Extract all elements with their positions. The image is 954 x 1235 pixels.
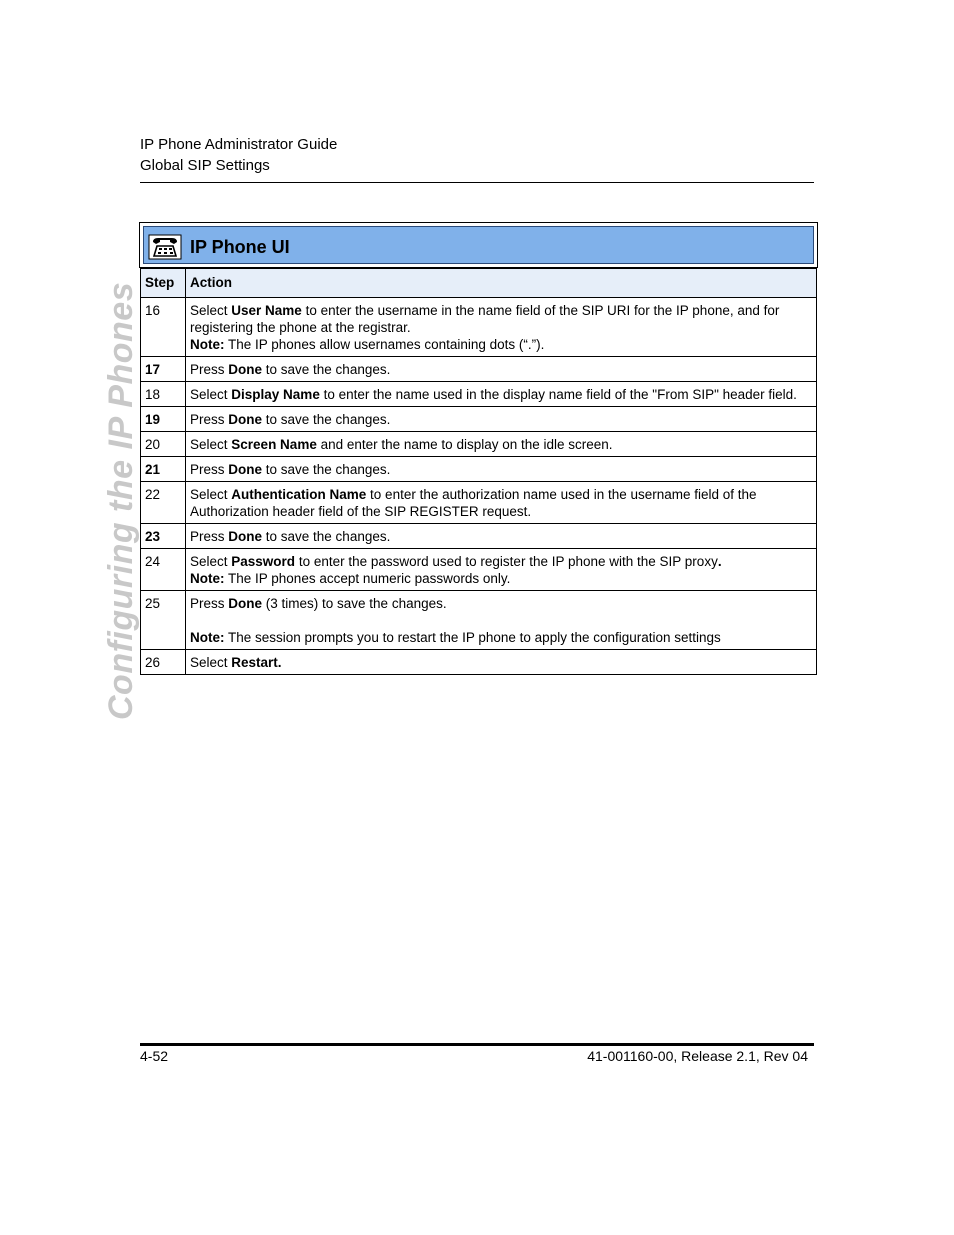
action-text: The session prompts you to restart the IP phone to apply the configuration settings bbox=[224, 630, 721, 645]
step-action bbox=[186, 549, 817, 591]
step-number: 17 bbox=[141, 357, 186, 382]
action-text: Press bbox=[190, 362, 229, 377]
table-row bbox=[141, 432, 817, 457]
action-text: Select bbox=[190, 487, 232, 502]
column-header-step: Step bbox=[141, 269, 186, 298]
action-emphasis: User Name bbox=[231, 303, 302, 318]
action-line bbox=[190, 570, 812, 587]
step-action bbox=[186, 591, 817, 650]
action-text: to save the changes. bbox=[262, 362, 391, 377]
action-line bbox=[190, 553, 812, 570]
step-number: 21 bbox=[141, 457, 186, 482]
action-emphasis: . bbox=[717, 554, 722, 569]
action-emphasis: Display Name bbox=[231, 387, 320, 402]
footer-divider bbox=[140, 1043, 814, 1046]
action-line bbox=[190, 361, 812, 378]
step-action bbox=[186, 382, 817, 407]
table-header-row bbox=[141, 269, 817, 298]
header-section-title: Global SIP Settings bbox=[140, 157, 270, 174]
action-emphasis: Authentication Name bbox=[231, 487, 367, 502]
step-number: 20 bbox=[141, 432, 186, 457]
action-text: to enter the name used in the display name field of the "From SIP" header field. bbox=[319, 387, 797, 402]
action-line bbox=[190, 629, 812, 646]
table-row bbox=[141, 482, 817, 524]
steps-table bbox=[140, 268, 817, 675]
action-emphasis: Done bbox=[228, 596, 263, 611]
procedure-table bbox=[139, 222, 818, 675]
table-row bbox=[141, 407, 817, 432]
step-action bbox=[186, 482, 817, 524]
action-emphasis: Screen Name bbox=[231, 437, 317, 452]
action-emphasis: Restart. bbox=[231, 655, 282, 670]
column-header-action: Action bbox=[186, 269, 817, 298]
action-line bbox=[190, 302, 812, 336]
table-row bbox=[141, 524, 817, 549]
action-emphasis: Note: bbox=[190, 630, 225, 645]
table-row bbox=[141, 357, 817, 382]
step-action bbox=[186, 298, 817, 357]
phone-icon bbox=[148, 234, 182, 260]
action-emphasis: Done bbox=[228, 462, 263, 477]
header-divider bbox=[140, 182, 814, 183]
action-text: to enter the password used to register the IP phone with the SIP proxy bbox=[295, 554, 718, 569]
action-text: Press bbox=[190, 412, 229, 427]
action-emphasis: Done bbox=[228, 362, 263, 377]
action-emphasis: Done bbox=[228, 412, 263, 427]
action-text: to enter the authorization name used in the username field of the Authorization header field of the SIP REGISTER request. bbox=[190, 487, 757, 519]
action-text: The IP phones accept numeric passwords only. bbox=[224, 571, 511, 586]
action-text: to save the changes. bbox=[262, 412, 391, 427]
step-number: 16 bbox=[141, 298, 186, 357]
table-row bbox=[141, 382, 817, 407]
table-row bbox=[141, 591, 817, 650]
action-line bbox=[190, 595, 812, 612]
action-line bbox=[190, 486, 812, 520]
action-text: Select bbox=[190, 554, 232, 569]
step-action bbox=[186, 407, 817, 432]
table-row bbox=[141, 298, 817, 357]
action-emphasis: Password bbox=[231, 554, 296, 569]
step-number: 24 bbox=[141, 549, 186, 591]
page-number: 4-52 bbox=[140, 1048, 169, 1064]
step-action bbox=[186, 432, 817, 457]
document-id: 41-001160-00, Release 2.1, Rev 04 bbox=[587, 1048, 808, 1064]
step-number: 22 bbox=[141, 482, 186, 524]
action-line bbox=[190, 411, 812, 428]
action-line bbox=[190, 612, 812, 629]
action-text: to enter the username in the name field of the SIP URI for the IP phone, and for registering the phone at the registrar. bbox=[190, 303, 780, 335]
step-number: 26 bbox=[141, 650, 186, 675]
action-line bbox=[190, 654, 812, 671]
step-number: 18 bbox=[141, 382, 186, 407]
step-action bbox=[186, 650, 817, 675]
action-text: Select bbox=[190, 303, 232, 318]
table-title: IP Phone UI bbox=[190, 237, 290, 257]
action-line bbox=[190, 436, 812, 453]
action-emphasis: Note: bbox=[190, 571, 225, 586]
table-row bbox=[141, 549, 817, 591]
action-text: to save the changes. bbox=[262, 462, 391, 477]
action-emphasis: Note: bbox=[190, 337, 225, 352]
step-action bbox=[186, 457, 817, 482]
action-line bbox=[190, 336, 812, 353]
step-action bbox=[186, 357, 817, 382]
table-row bbox=[141, 457, 817, 482]
action-emphasis: Done bbox=[228, 529, 263, 544]
action-text: The IP phones allow usernames containing dots (“.”). bbox=[224, 337, 545, 352]
action-text: Select bbox=[190, 387, 232, 402]
step-number: 23 bbox=[141, 524, 186, 549]
header-guide-title: IP Phone Administrator Guide bbox=[140, 136, 338, 153]
side-chapter-title: Configuring the IP Phones bbox=[102, 281, 140, 720]
action-text: (3 times) to save the changes. bbox=[262, 596, 447, 611]
action-text: and enter the name to display on the idle screen. bbox=[316, 437, 613, 452]
action-text: Press bbox=[190, 596, 229, 611]
step-action bbox=[186, 524, 817, 549]
action-line bbox=[190, 528, 812, 545]
action-text: Press bbox=[190, 462, 229, 477]
action-text: to save the changes. bbox=[262, 529, 391, 544]
action-text: Select bbox=[190, 437, 232, 452]
action-text: Select bbox=[190, 655, 232, 670]
step-number: 19 bbox=[141, 407, 186, 432]
action-line bbox=[190, 461, 812, 478]
action-text: Press bbox=[190, 529, 229, 544]
step-number: 25 bbox=[141, 591, 186, 650]
table-row bbox=[141, 650, 817, 675]
table-title-bar bbox=[139, 222, 818, 268]
action-line bbox=[190, 386, 812, 403]
